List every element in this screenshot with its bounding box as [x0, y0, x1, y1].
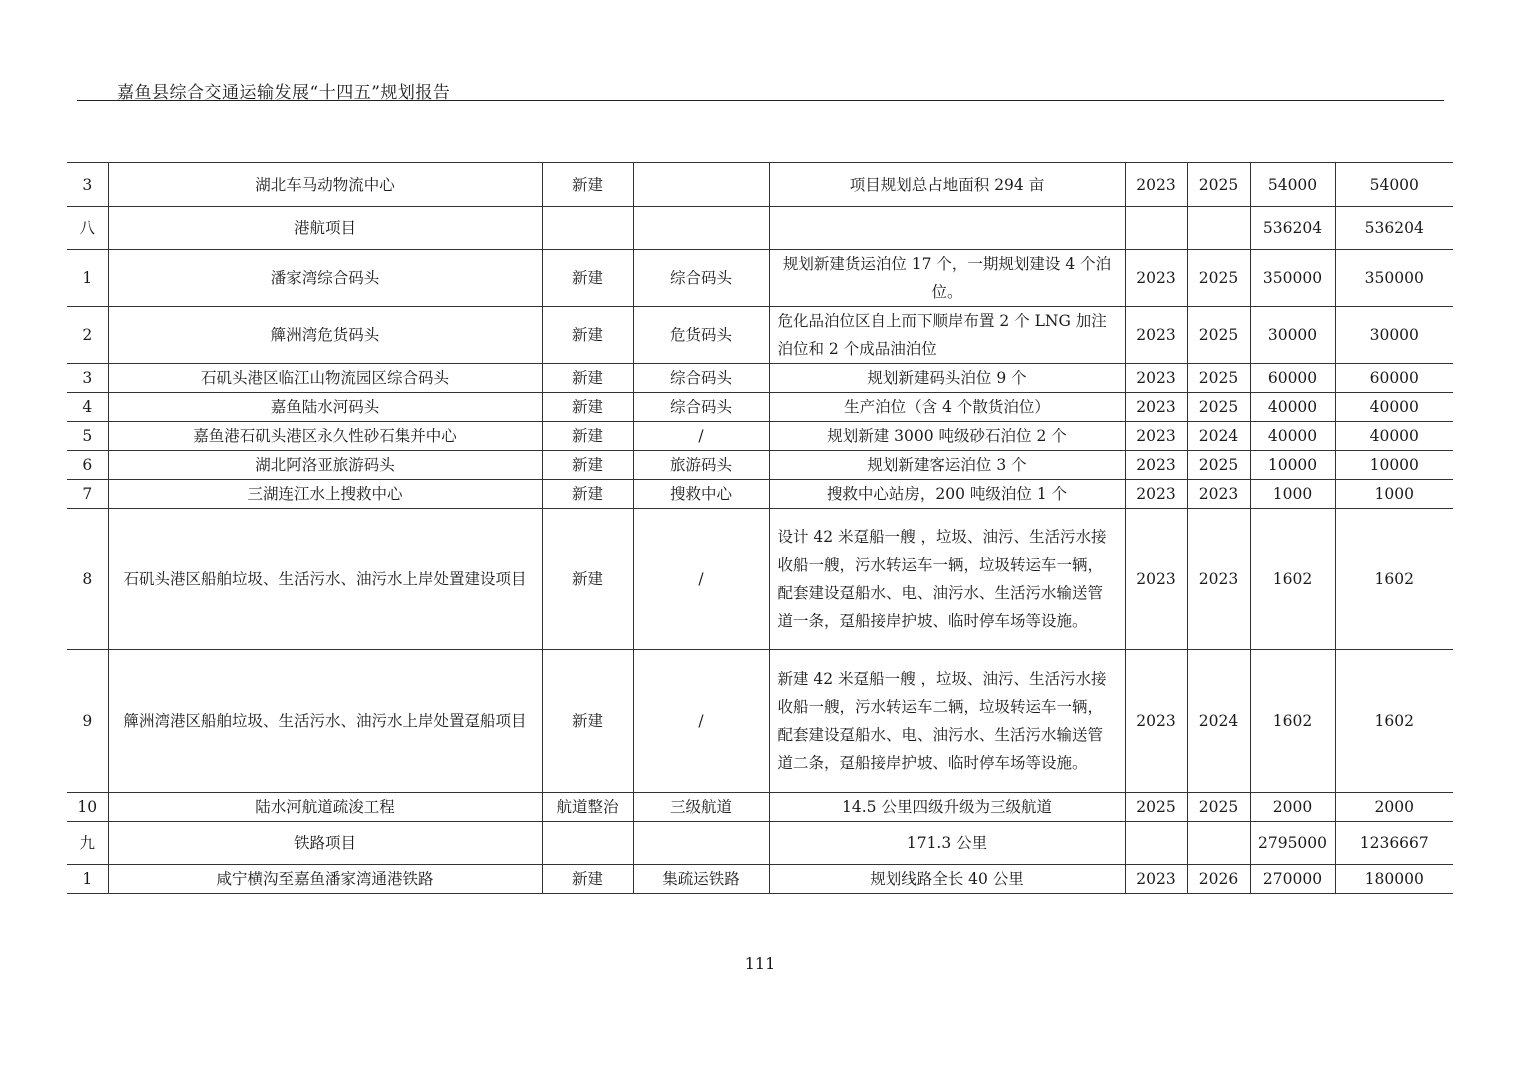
cell-index: 7 — [67, 480, 108, 509]
cell-end-year: 2023 — [1187, 509, 1250, 650]
cell-start-year: 2023 — [1125, 364, 1187, 393]
cell-start-year: 2025 — [1125, 793, 1187, 822]
cell-start-year — [1125, 207, 1187, 250]
document-header-title: 嘉鱼县综合交通运输发展“十四五”规划报告 — [117, 83, 451, 103]
cell-total-investment: 40000 — [1250, 422, 1335, 451]
cell-category: / — [633, 650, 769, 793]
cell-end-year — [1187, 207, 1250, 250]
cell-build-type: 新建 — [542, 422, 633, 451]
cell-total-investment: 2000 — [1250, 793, 1335, 822]
header-divider — [77, 100, 1444, 101]
cell-start-year: 2023 — [1125, 451, 1187, 480]
cell-end-year: 2025 — [1187, 163, 1250, 207]
cell-project-name: 嘉鱼港石矶头港区永久性砂石集并中心 — [108, 422, 542, 451]
cell-project-name: 石矶头港区船舶垃圾、生活污水、油污水上岸处置建设项目 — [108, 509, 542, 650]
cell-plan-investment: 40000 — [1335, 422, 1453, 451]
table-row — [67, 163, 1453, 207]
cell-total-investment: 54000 — [1250, 163, 1335, 207]
cell-project-name: 铁路项目 — [108, 822, 542, 865]
cell-category: 搜救中心 — [633, 480, 769, 509]
cell-total-investment: 10000 — [1250, 451, 1335, 480]
table-row — [67, 393, 1453, 422]
cell-plan-investment: 350000 — [1335, 250, 1453, 307]
cell-category: 集疏运铁路 — [633, 865, 769, 894]
cell-start-year: 2023 — [1125, 250, 1187, 307]
cell-build-type: 新建 — [542, 480, 633, 509]
cell-total-investment: 1602 — [1250, 650, 1335, 793]
cell-content — [769, 207, 1125, 250]
cell-start-year: 2023 — [1125, 865, 1187, 894]
cell-index: 8 — [67, 509, 108, 650]
cell-plan-investment: 1000 — [1335, 480, 1453, 509]
cell-category: 旅游码头 — [633, 451, 769, 480]
cell-content: 搜救中心站房，200 吨级泊位 1 个 — [769, 480, 1125, 509]
project-table — [67, 162, 1453, 894]
cell-index: 3 — [67, 364, 108, 393]
cell-start-year: 2023 — [1125, 509, 1187, 650]
cell-build-type — [542, 207, 633, 250]
cell-category — [633, 207, 769, 250]
cell-end-year: 2025 — [1187, 364, 1250, 393]
cell-content: 规划新建客运泊位 3 个 — [769, 451, 1125, 480]
table-row — [67, 650, 1453, 793]
cell-category: / — [633, 422, 769, 451]
cell-project-name: 陆水河航道疏浚工程 — [108, 793, 542, 822]
cell-end-year — [1187, 822, 1250, 865]
cell-index: 九 — [67, 822, 108, 865]
cell-start-year: 2023 — [1125, 480, 1187, 509]
cell-project-name: 潘家湾综合码头 — [108, 250, 542, 307]
cell-project-name: 簰洲湾港区船舶垃圾、生活污水、油污水上岸处置趸船项目 — [108, 650, 542, 793]
cell-build-type: 新建 — [542, 250, 633, 307]
cell-plan-investment: 10000 — [1335, 451, 1453, 480]
cell-index: 1 — [67, 865, 108, 894]
cell-project-name: 港航项目 — [108, 207, 542, 250]
cell-total-investment: 2795000 — [1250, 822, 1335, 865]
cell-build-type — [542, 822, 633, 865]
cell-content: 设计 42 米趸船一艘 ，垃圾、油污、生活污水接收船一艘，污水转运车一辆，垃圾转运车一辆，配套建设趸船水、电、油污水、生活污水输送管道一条，趸船接岸护坡、临时停车场等设施。 — [769, 509, 1125, 650]
cell-project-name: 石矶头港区临江山物流园区综合码头 — [108, 364, 542, 393]
cell-plan-investment: 54000 — [1335, 163, 1453, 207]
cell-project-name: 湖北阿洛亚旅游码头 — [108, 451, 542, 480]
table-row — [67, 250, 1453, 307]
cell-project-name: 三湖连江水上搜救中心 — [108, 480, 542, 509]
cell-build-type: 新建 — [542, 307, 633, 364]
cell-build-type: 新建 — [542, 364, 633, 393]
cell-build-type: 新建 — [542, 650, 633, 793]
cell-project-name: 湖北车马动物流中心 — [108, 163, 542, 207]
cell-category — [633, 163, 769, 207]
cell-build-type: 新建 — [542, 393, 633, 422]
cell-content: 危化品泊位区自上而下顺岸布置 2 个 LNG 加注泊位和 2 个成品油泊位 — [769, 307, 1125, 364]
cell-start-year: 2023 — [1125, 163, 1187, 207]
cell-content: 14.5 公里四级升级为三级航道 — [769, 793, 1125, 822]
cell-total-investment: 60000 — [1250, 364, 1335, 393]
cell-project-name: 嘉鱼陆水河码头 — [108, 393, 542, 422]
cell-start-year: 2023 — [1125, 650, 1187, 793]
cell-plan-investment: 60000 — [1335, 364, 1453, 393]
cell-start-year: 2023 — [1125, 422, 1187, 451]
cell-index: 八 — [67, 207, 108, 250]
cell-index: 5 — [67, 422, 108, 451]
cell-content: 171.3 公里 — [769, 822, 1125, 865]
cell-category: 综合码头 — [633, 250, 769, 307]
cell-plan-investment: 1236667 — [1335, 822, 1453, 865]
cell-content: 规划新建货运泊位 17 个，一期规划建设 4 个泊位。 — [769, 250, 1125, 307]
table-row — [67, 364, 1453, 393]
cell-content: 规划新建码头泊位 9 个 — [769, 364, 1125, 393]
table-row — [67, 451, 1453, 480]
cell-end-year: 2025 — [1187, 307, 1250, 364]
table-row — [67, 865, 1453, 894]
table-row — [67, 822, 1453, 865]
cell-end-year: 2025 — [1187, 393, 1250, 422]
cell-plan-investment: 180000 — [1335, 865, 1453, 894]
cell-plan-investment: 1602 — [1335, 650, 1453, 793]
cell-build-type: 新建 — [542, 451, 633, 480]
cell-project-name: 簰洲湾危货码头 — [108, 307, 542, 364]
cell-plan-investment: 40000 — [1335, 393, 1453, 422]
cell-total-investment: 1602 — [1250, 509, 1335, 650]
cell-index: 3 — [67, 163, 108, 207]
cell-plan-investment: 2000 — [1335, 793, 1453, 822]
table-row — [67, 509, 1453, 650]
cell-project-name: 咸宁横沟至嘉鱼潘家湾通港铁路 — [108, 865, 542, 894]
cell-content: 规划线路全长 40 公里 — [769, 865, 1125, 894]
cell-build-type: 航道整治 — [542, 793, 633, 822]
cell-total-investment: 30000 — [1250, 307, 1335, 364]
table-row — [67, 207, 1453, 250]
cell-end-year: 2026 — [1187, 865, 1250, 894]
table-row — [67, 422, 1453, 451]
cell-total-investment: 40000 — [1250, 393, 1335, 422]
cell-total-investment: 350000 — [1250, 250, 1335, 307]
project-table-body — [67, 163, 1453, 894]
table-row — [67, 480, 1453, 509]
cell-content: 新建 42 米趸船一艘 ，垃圾、油污、生活污水接收船一艘，污水转运车二辆，垃圾转运车一辆，配套建设趸船水、电、油污水、生活污水输送管道二条，趸船接岸护坡、临时停车场等设施。 — [769, 650, 1125, 793]
cell-total-investment: 1000 — [1250, 480, 1335, 509]
cell-category: 危货码头 — [633, 307, 769, 364]
cell-plan-investment: 536204 — [1335, 207, 1453, 250]
cell-category: 综合码头 — [633, 364, 769, 393]
cell-index: 10 — [67, 793, 108, 822]
cell-total-investment: 536204 — [1250, 207, 1335, 250]
cell-category: / — [633, 509, 769, 650]
cell-category — [633, 822, 769, 865]
cell-plan-investment: 1602 — [1335, 509, 1453, 650]
cell-category: 综合码头 — [633, 393, 769, 422]
cell-content: 生产泊位（含 4 个散货泊位） — [769, 393, 1125, 422]
page-number: 111 — [744, 954, 776, 973]
cell-plan-investment: 30000 — [1335, 307, 1453, 364]
cell-build-type: 新建 — [542, 865, 633, 894]
cell-end-year: 2025 — [1187, 451, 1250, 480]
table-row — [67, 307, 1453, 364]
cell-start-year: 2023 — [1125, 307, 1187, 364]
cell-content: 项目规划总占地面积 294 亩 — [769, 163, 1125, 207]
cell-start-year — [1125, 822, 1187, 865]
cell-content: 规划新建 3000 吨级砂石泊位 2 个 — [769, 422, 1125, 451]
cell-index: 4 — [67, 393, 108, 422]
cell-end-year: 2025 — [1187, 793, 1250, 822]
cell-build-type: 新建 — [542, 509, 633, 650]
cell-index: 9 — [67, 650, 108, 793]
cell-index: 2 — [67, 307, 108, 364]
table-row — [67, 793, 1453, 822]
cell-end-year: 2024 — [1187, 650, 1250, 793]
cell-end-year: 2025 — [1187, 250, 1250, 307]
cell-index: 6 — [67, 451, 108, 480]
cell-end-year: 2023 — [1187, 480, 1250, 509]
cell-category: 三级航道 — [633, 793, 769, 822]
cell-build-type: 新建 — [542, 163, 633, 207]
cell-index: 1 — [67, 250, 108, 307]
cell-end-year: 2024 — [1187, 422, 1250, 451]
cell-total-investment: 270000 — [1250, 865, 1335, 894]
cell-start-year: 2023 — [1125, 393, 1187, 422]
